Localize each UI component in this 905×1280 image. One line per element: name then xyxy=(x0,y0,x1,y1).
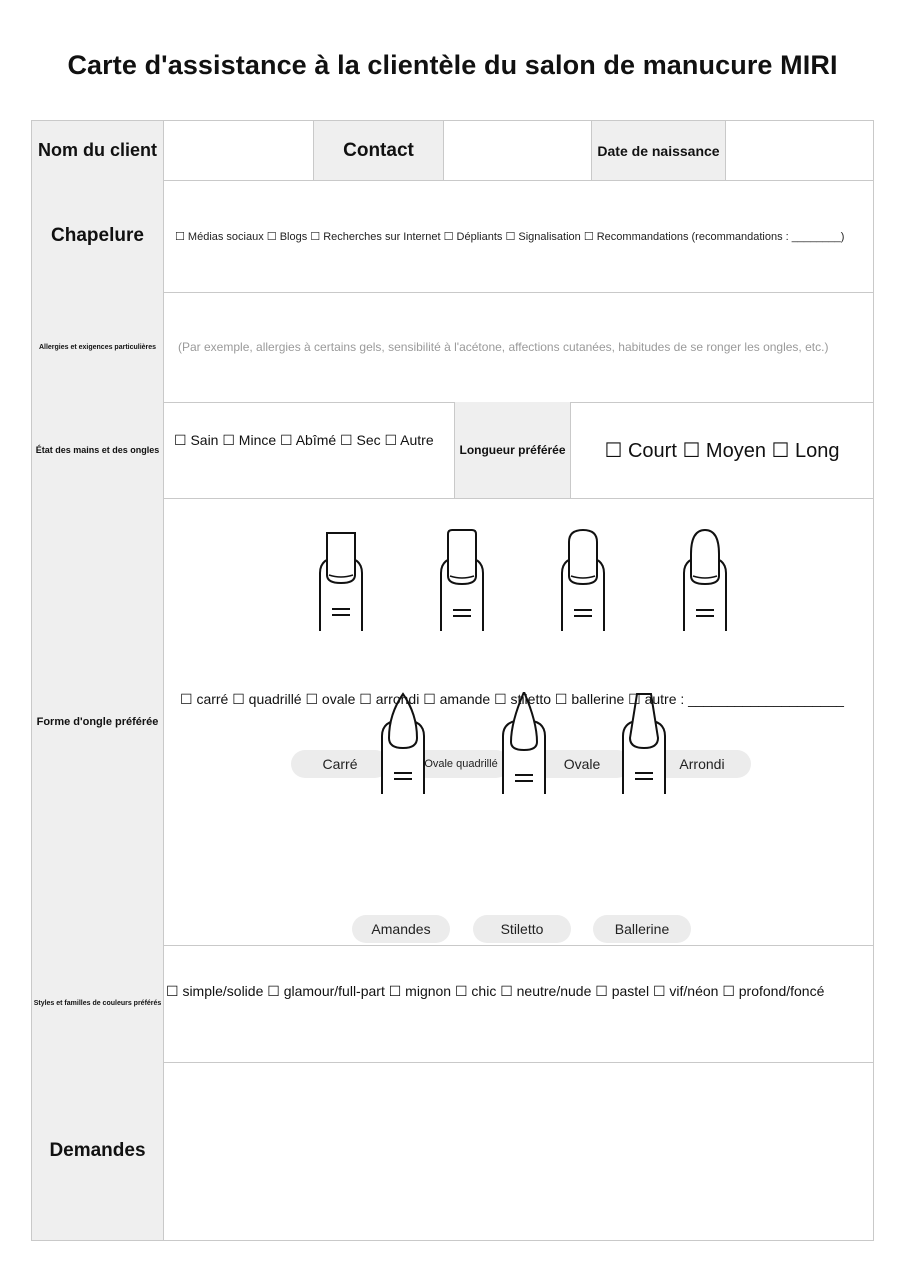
square-nail-icon xyxy=(318,531,364,631)
allergies-row xyxy=(32,292,873,403)
length-options[interactable]: ☐ Court ☐ Moyen ☐ Long xyxy=(604,439,840,462)
colors-cell xyxy=(164,945,873,1062)
requests-field[interactable] xyxy=(164,1062,873,1240)
requests-row xyxy=(32,1062,873,1240)
referral-options[interactable]: ☐ Médias sociaux ☐ Blogs ☐ Recherches sur Internet ☐ Dépliants ☐ Signalisation ☐ Recommandations (recommandations : ________) xyxy=(175,230,845,243)
requests-label: Demandes xyxy=(32,1062,164,1240)
client-name-field[interactable] xyxy=(164,121,314,180)
colors-options[interactable]: ☐ simple/solide ☐ glamour/full-part ☐ mignon ☐ chic ☐ neutre/nude ☐ pastel ☐ vif/néon ☐ profond/foncé xyxy=(166,983,825,999)
contact-label: Contact xyxy=(314,121,444,180)
page-title: Carte d'assistance à la clientèle du salon de manucure MIRI xyxy=(67,50,838,80)
client-name-label: Nom du client xyxy=(32,121,164,180)
condition-label: État des mains et des ongles xyxy=(32,402,164,498)
squoval-nail-icon xyxy=(439,528,485,631)
condition-options[interactable]: ☐ Sain ☐ Mince ☐ Abîmé ☐ Sec ☐ Autre xyxy=(174,432,434,448)
shape-options[interactable]: ☐ carré ☐ quadrillé ☐ ovale ☐ arrondi ☐ amande ☐ stiletto ☐ ballerine ☐ autre : ____________________ xyxy=(180,691,844,707)
length-label: Longueur préférée xyxy=(455,402,571,498)
referral-row xyxy=(32,180,873,293)
contact-field[interactable] xyxy=(444,121,592,180)
nail-label-ballerina: Ballerine xyxy=(593,915,691,943)
birthdate-label: Date de naissance xyxy=(592,121,726,180)
allergies-field[interactable]: (Par exemple, allergies à certains gels, sensibilité à l'acétone, affections cutanées, habitudes de se ronger les ongles, etc.) xyxy=(178,340,829,354)
nail-label-squoval: Ovale quadrillé xyxy=(412,750,510,778)
nail-label-square: Carré xyxy=(291,750,389,778)
colors-label: Styles et familles de couleurs préférés xyxy=(32,945,164,1062)
nail-label-round: Arrondi xyxy=(653,750,751,778)
allergies-label: Allergies et exigences particulières xyxy=(32,292,164,402)
nail-label-oval: Ovale xyxy=(533,750,631,778)
nail-label-stiletto: Stiletto xyxy=(473,915,571,943)
shape-label: Forme d'ongle préférée xyxy=(32,498,164,945)
client-card-form xyxy=(31,120,874,1241)
shape-row xyxy=(32,498,873,946)
condition-cell xyxy=(164,402,455,498)
nail-label-almond: Amandes xyxy=(352,915,450,943)
referral-label: Chapelure xyxy=(32,180,164,292)
header-row xyxy=(32,121,873,181)
round-nail-icon xyxy=(682,528,728,631)
condition-row xyxy=(32,402,873,499)
oval-nail-icon xyxy=(560,528,606,631)
colors-row xyxy=(32,945,873,1063)
birthdate-field[interactable] xyxy=(726,121,873,180)
